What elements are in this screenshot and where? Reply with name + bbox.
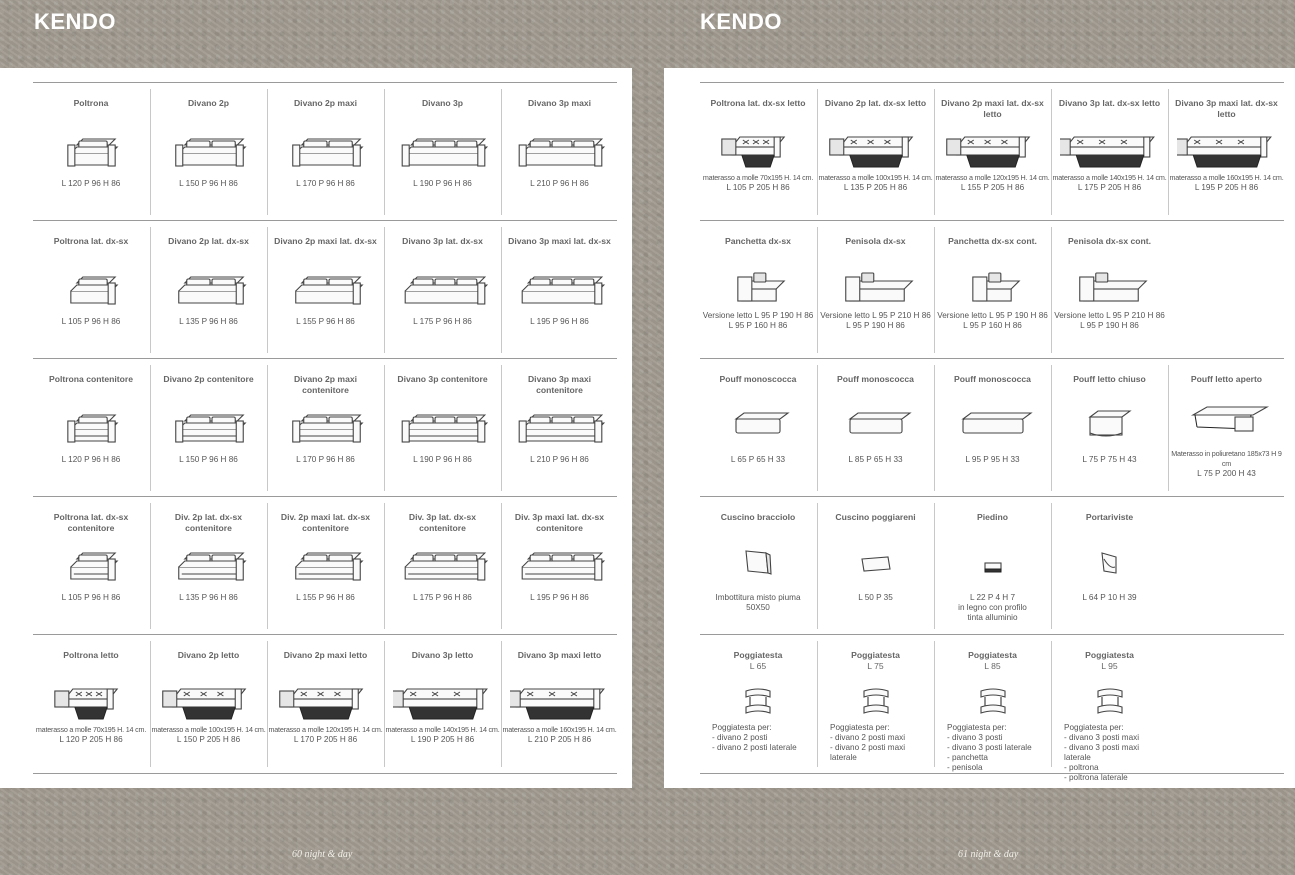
product-name: Poltrona letto: [63, 650, 119, 660]
bed-icon: [159, 677, 259, 727]
grid-row: [33, 496, 617, 635]
bed-version-note: Versione letto L 95 P 190 H 86: [937, 311, 1048, 320]
product-dimensions: L 155 P 96 H 86: [296, 317, 355, 326]
product-dimensions-block: [1052, 173, 1167, 193]
product-dimensions-block: [935, 455, 1050, 465]
chaise-icon: [826, 263, 926, 313]
product-dimensions-block: [818, 593, 933, 603]
product-dimensions-block: [1052, 455, 1167, 465]
product-name: Panchetta dx-sx: [725, 236, 791, 246]
product-name: Divano 3p maxi lat. dx-sx letto: [1175, 98, 1278, 119]
product-name: Divano 3p lat. dx-sx: [402, 236, 483, 246]
bed-icon: [510, 677, 610, 727]
product-cell-div-3p-lat-dx-sx-contenitore: [384, 503, 500, 629]
product-cell-divano-2p-maxi-lat-dx-sx: [267, 227, 383, 353]
product-cell-div-3p-maxi-lat-dx-sx-contenitore: [501, 503, 617, 629]
mattress-note: materasso a molle 160x195 H. 14 cm.: [502, 725, 617, 734]
product-name: Div. 2p lat. dx-sx contenitore: [174, 512, 243, 533]
compatibility-list: Poggiatesta per: - divano 3 posti maxi - divano 3 posti maxi laterale - poltrona - poltrona laterale: [1064, 723, 1140, 782]
product-dimensions: L 190 P 96 H 86: [413, 455, 472, 464]
side-icon: [510, 263, 610, 313]
cont-icon: [510, 401, 610, 451]
product-cell-divano-2p-letto: [150, 641, 266, 767]
compatibility-list: Poggiatesta per: - divano 3 posti - divano 3 posti laterale - panchetta - penisola: [947, 723, 1032, 772]
product-name: Cuscino poggiareni: [835, 512, 916, 522]
product-dimensions-block: [151, 317, 266, 327]
mag-icon: [1060, 539, 1160, 589]
product-cell-divano-2p-lat-dx-sx-letto: [817, 89, 933, 215]
product-cell-panchetta-dx-sx: [700, 227, 816, 353]
product-name: Divano 2p letto: [177, 650, 240, 660]
mattress-note: Materasso in poliuretano 185x73 H 9 cm: [1171, 449, 1282, 468]
sofa-icon: [41, 125, 141, 175]
product-dimensions: L 175 P 205 H 86: [1077, 183, 1142, 192]
product-dimensions: Imbottitura misto piuma 50X50: [715, 593, 801, 612]
product-cell-poltrona-letto: [33, 641, 149, 767]
product-dimensions-block: [385, 725, 500, 745]
grid-row: [33, 358, 617, 497]
product-cell-divano-2p-maxi-letto: [267, 641, 383, 767]
product-dimensions-block: [33, 593, 149, 603]
page-title-left: KENDO: [34, 9, 116, 34]
footer-right: 61 night & day: [958, 849, 1019, 860]
product-dimensions: L 135 P 96 H 86: [179, 317, 238, 326]
product-dimensions: L 150 P 96 H 86: [179, 455, 238, 464]
bed-icon: [826, 125, 926, 175]
product-name: Piedino: [976, 512, 1009, 522]
head-icon: [826, 677, 926, 727]
grid-row: [33, 82, 617, 221]
product-dimensions-block: [502, 317, 617, 327]
mattress-note: materasso a molle 160x195 H. 14 cm.: [1169, 173, 1284, 182]
compatibility-list: Poggiatesta per: - divano 2 posti - divano 2 posti laterale: [712, 723, 797, 752]
product-dimensions: L 75 P 75 H 43: [1082, 455, 1137, 464]
product-cell-divano-3p-contenitore: [384, 365, 500, 491]
product-dimensions: L 135 P 205 H 86: [843, 183, 908, 192]
product-cell-pouff-letto-aperto: [1168, 365, 1284, 491]
product-name: Divano 3p maxi lat. dx-sx: [508, 236, 611, 246]
product-dimensions-block: [935, 311, 1050, 331]
product-dimensions-block: [268, 179, 383, 189]
product-cell-divano-3p-letto: [384, 641, 500, 767]
product-name: Portariviste: [1085, 512, 1134, 522]
sofa-icon: [510, 125, 610, 175]
product-name: Cuscino bracciolo: [720, 512, 796, 522]
head-icon: [1060, 677, 1160, 727]
footer-left: 60 night & day: [292, 849, 353, 860]
product-dimensions-block: [151, 725, 266, 745]
product-dimensions: L 22 P 4 H 7 in legno con profilo tinta alluminio: [958, 593, 1027, 622]
product-dimensions: L 50 P 35: [858, 593, 893, 602]
product-name: Penisola dx-sx cont.: [1067, 236, 1152, 246]
product-dimensions-block: [1169, 173, 1284, 193]
product-dimensions-block: [151, 593, 266, 603]
side-icon: [393, 263, 493, 313]
side-icon: [276, 263, 376, 313]
product-dimensions: L 210 P 96 H 86: [530, 179, 589, 188]
sofa-icon: [276, 125, 376, 175]
product-name: Divano 3p contenitore: [397, 374, 488, 384]
product-name: Divano 2p maxi lat. dx-sx: [274, 236, 377, 246]
product-dimensions-block: [268, 455, 383, 465]
product-dimensions: L 175 P 96 H 86: [413, 593, 472, 602]
product-dimensions: L 65 P 65 H 33: [730, 455, 786, 464]
product-dimensions-block: [1052, 311, 1167, 331]
product-dimensions-block: [385, 593, 500, 603]
product-dimensions: L 150 P 205 H 86: [176, 735, 241, 744]
product-name: Divano 2p maxi letto: [283, 650, 368, 660]
product-cell-poggiatesta: [1051, 641, 1167, 782]
product-dimensions-block: [700, 455, 816, 465]
product-name: Divano 3p lat. dx-sx letto: [1058, 98, 1161, 108]
product-cell-poggiatesta: [817, 641, 933, 767]
poufbed-icon: [1060, 401, 1160, 451]
product-name: Divano 2p maxi: [293, 98, 358, 108]
bed-version-note: Versione letto L 95 P 210 H 86: [820, 311, 931, 320]
product-name: Divano 3p: [421, 98, 464, 108]
grid-row: [700, 220, 1284, 359]
product-dimensions: L 175 P 96 H 86: [413, 317, 472, 326]
bed-version-note: Versione letto L 95 P 190 H 86: [702, 311, 814, 320]
mattress-note: materasso a molle 120x195 H. 14 cm.: [268, 725, 383, 734]
product-dimensions-block: [818, 173, 933, 193]
product-dimensions: L 195 P 96 H 86: [530, 317, 589, 326]
product-size: L 65: [749, 661, 767, 671]
bed-icon: [708, 125, 808, 175]
product-name: Pouff monoscocca: [719, 374, 797, 384]
product-cell-divano-3p-maxi-contenitore: [501, 365, 617, 491]
cushion-icon: [708, 539, 808, 589]
product-name: Divano 2p: [187, 98, 230, 108]
grid-row: [33, 634, 617, 774]
product-name: Poggiatesta: [1085, 650, 1134, 660]
product-dimensions-block: [33, 317, 149, 327]
grid-row: [700, 496, 1284, 635]
product-cell-divano-3p-maxi: [501, 89, 617, 215]
product-cell-cuscino-bracciolo: [700, 503, 816, 629]
left-page: [0, 68, 632, 788]
product-dimensions-block: [818, 455, 933, 465]
product-name: Div. 3p maxi lat. dx-sx contenitore: [514, 512, 605, 533]
product-dimensions: L 95 P 95 H 33: [965, 455, 1020, 464]
product-cell-pouff-monoscocca: [817, 365, 933, 491]
sofa-icon: [159, 125, 259, 175]
bed-version-note: Versione letto L 95 P 210 H 86: [1054, 311, 1165, 320]
product-dimensions-block: [502, 455, 617, 465]
product-dimensions: L 190 P 96 H 86: [413, 179, 472, 188]
product-cell-pouff-monoscocca: [934, 365, 1050, 491]
product-dimensions: L 155 P 96 H 86: [296, 593, 355, 602]
product-cell-divano-3p-maxi-lat-dx-sx-letto: [1168, 89, 1284, 215]
product-name: Divano 2p maxi contenitore: [293, 374, 358, 395]
product-cell-divano-2p-contenitore: [150, 365, 266, 491]
product-dimensions-block: [268, 725, 383, 745]
grid-row: [33, 220, 617, 359]
product-cell-pouff-monoscocca: [700, 365, 816, 491]
product-cell-divano-2p: [150, 89, 266, 215]
product-cell-portariviste: [1051, 503, 1167, 629]
product-cell-divano-3p-lat-dx-sx: [384, 227, 500, 353]
poufopen-icon: [1177, 401, 1277, 451]
product-dimensions-block: [700, 173, 816, 193]
product-dimensions-block: [502, 179, 617, 189]
product-dimensions-block: [385, 179, 500, 189]
product-name: Divano 2p lat. dx-sx letto: [824, 98, 927, 108]
product-name: Poggiatesta: [851, 650, 900, 660]
product-dimensions: L 105 P 96 H 86: [61, 317, 121, 326]
bed-icon: [41, 677, 141, 727]
product-dimensions-block: [502, 593, 617, 603]
product-cell-div-2p-maxi-lat-dx-sx-contenitore: [267, 503, 383, 629]
head-icon: [708, 677, 808, 727]
mattress-note: materasso a molle 70x195 H. 14 cm.: [702, 173, 814, 182]
bed-icon: [1060, 125, 1160, 175]
side-icon: [41, 263, 141, 313]
chaise-icon: [708, 263, 808, 313]
product-name: Poltrona contenitore: [48, 374, 134, 384]
mattress-note: materasso a molle 140x195 H. 14 cm.: [385, 725, 500, 734]
sidecont-icon: [393, 539, 493, 589]
product-dimensions-block: [385, 317, 500, 327]
product-name: Poggiatesta: [968, 650, 1017, 660]
product-dimensions-block: [1052, 593, 1167, 603]
product-cell-poltrona-lat-dx-sx-contenitore: [33, 503, 149, 629]
product-dimensions: L 190 P 205 H 86: [410, 735, 475, 744]
product-dimensions-block: [268, 317, 383, 327]
page-title-right: KENDO: [700, 9, 782, 34]
product-dimensions: L 105 P 96 H 86: [61, 593, 121, 602]
product-cell-divano-2p-maxi-contenitore: [267, 365, 383, 491]
product-name: Poltrona lat. dx-sx: [53, 236, 129, 246]
mattress-note: materasso a molle 120x195 H. 14 cm.: [935, 173, 1050, 182]
grid-row: [700, 634, 1284, 782]
product-cell-poltrona-lat-dx-sx: [33, 227, 149, 353]
sofa-icon: [393, 125, 493, 175]
product-name: Divano 3p maxi contenitore: [527, 374, 592, 395]
product-dimensions: L 170 P 96 H 86: [296, 455, 355, 464]
product-name: Div. 2p maxi lat. dx-sx contenitore: [280, 512, 371, 533]
product-dimensions: L 150 P 96 H 86: [179, 179, 238, 188]
cont-icon: [41, 401, 141, 451]
product-dimensions-block: [151, 455, 266, 465]
product-name: Poltrona lat. dx-sx letto: [710, 98, 806, 108]
cont-icon: [159, 401, 259, 451]
product-dimensions: L 120 P 96 H 86: [61, 455, 121, 464]
bed-icon: [393, 677, 493, 727]
product-dimensions-block: [935, 593, 1050, 623]
pillow-icon: [826, 539, 926, 589]
product-dimensions-block: [33, 179, 149, 189]
product-cell-divano-3p-maxi-lat-dx-sx: [501, 227, 617, 353]
chaise-icon: [943, 263, 1043, 313]
product-size: L 95: [1101, 661, 1118, 671]
product-cell-poggiatesta: [700, 641, 816, 767]
sidecont-icon: [159, 539, 259, 589]
cont-icon: [393, 401, 493, 451]
mattress-note: materasso a molle 100x195 H. 14 cm.: [151, 725, 266, 734]
product-dimensions: L 195 P 96 H 86: [530, 593, 589, 602]
product-name: Divano 3p maxi: [527, 98, 592, 108]
product-cell-penisola-dx-sx: [817, 227, 933, 353]
product-dimensions-block: [818, 311, 933, 331]
product-dimensions: L 95 P 160 H 86: [728, 321, 788, 330]
product-dimensions-block: [502, 725, 617, 745]
product-name: Poggiatesta: [733, 650, 783, 660]
pouf-icon: [708, 401, 808, 451]
product-cell-panchetta-dx-sx-cont: [934, 227, 1050, 353]
bed-icon: [1177, 125, 1277, 175]
chaise-icon: [1060, 263, 1160, 313]
right-page: [664, 68, 1295, 788]
product-dimensions-block: [935, 173, 1050, 193]
side-icon: [159, 263, 259, 313]
product-name: Pouff letto aperto: [1190, 374, 1263, 384]
cont-icon: [276, 401, 376, 451]
product-cell-pouff-letto-chiuso: [1051, 365, 1167, 491]
product-dimensions-block: [700, 593, 816, 613]
pouf-icon: [826, 401, 926, 451]
product-dimensions: L 170 P 205 H 86: [293, 735, 358, 744]
product-cell-divano-2p-maxi-lat-dx-sx-letto: [934, 89, 1050, 215]
product-dimensions: L 75 P 200 H 43: [1197, 469, 1256, 478]
product-name: Divano 2p contenitore: [163, 374, 254, 384]
sidecont-icon: [510, 539, 610, 589]
product-dimensions-block: [151, 179, 266, 189]
product-dimensions-block: [33, 725, 149, 745]
foot-icon: [943, 539, 1043, 589]
product-dimensions: L 155 P 205 H 86: [960, 183, 1025, 192]
product-cell-divano-3p-maxi-letto: [501, 641, 617, 767]
bed-icon: [943, 125, 1043, 175]
product-name: Divano 2p maxi lat. dx-sx letto: [941, 98, 1044, 119]
product-cell-divano-3p: [384, 89, 500, 215]
product-cell-div-2p-lat-dx-sx-contenitore: [150, 503, 266, 629]
product-name: Divano 2p lat. dx-sx: [168, 236, 249, 246]
product-dimensions: L 105 P 205 H 86: [726, 183, 790, 192]
product-name: Poltrona: [73, 98, 109, 108]
product-dimensions-block: [700, 311, 816, 331]
product-name: Poltrona lat. dx-sx contenitore: [53, 512, 129, 533]
bed-icon: [276, 677, 376, 727]
product-dimensions-block: [1169, 449, 1284, 479]
product-dimensions: L 95 P 190 H 86: [846, 321, 905, 330]
product-cell-poltrona-contenitore: [33, 365, 149, 491]
product-dimensions: L 210 P 96 H 86: [530, 455, 589, 464]
product-name: Divano 3p letto: [411, 650, 474, 660]
product-cell-penisola-dx-sx-cont: [1051, 227, 1167, 353]
product-dimensions-block: [385, 455, 500, 465]
grid-row: [700, 82, 1284, 221]
product-dimensions: L 120 P 205 H 86: [59, 735, 123, 744]
product-dimensions: L 120 P 96 H 86: [61, 179, 121, 188]
mattress-note: materasso a molle 140x195 H. 14 cm.: [1052, 173, 1167, 182]
product-cell-cuscino-poggiareni: [817, 503, 933, 629]
product-name: Pouff monoscocca: [837, 374, 914, 384]
product-dimensions: L 95 P 190 H 86: [1080, 321, 1139, 330]
grid-row: [700, 358, 1284, 497]
product-dimensions-block: [33, 455, 149, 465]
product-cell-divano-2p-maxi: [267, 89, 383, 215]
product-name: Pouff letto chiuso: [1073, 374, 1146, 384]
product-cell-poltrona: [33, 89, 149, 215]
product-dimensions-block: [268, 593, 383, 603]
product-cell-poltrona-lat-dx-sx-letto: [700, 89, 816, 215]
product-dimensions: L 85 P 65 H 33: [848, 455, 903, 464]
product-cell-divano-2p-lat-dx-sx: [150, 227, 266, 353]
product-cell-divano-3p-lat-dx-sx-letto: [1051, 89, 1167, 215]
product-size: L 75: [867, 661, 884, 671]
product-cell-piedino: [934, 503, 1050, 629]
product-dimensions: L 210 P 205 H 86: [527, 735, 592, 744]
pouf-icon: [943, 401, 1043, 451]
product-name: Div. 3p lat. dx-sx contenitore: [408, 512, 477, 533]
compatibility-list: Poggiatesta per: - divano 2 posti maxi - divano 2 posti maxi laterale: [830, 723, 906, 762]
mattress-note: materasso a molle 100x195 H. 14 cm.: [818, 173, 933, 182]
product-dimensions: L 195 P 205 H 86: [1194, 183, 1259, 192]
mattress-note: materasso a molle 70x195 H. 14 cm.: [35, 725, 147, 734]
product-name: Pouff monoscocca: [954, 374, 1031, 384]
sidecont-icon: [41, 539, 141, 589]
product-dimensions: L 170 P 96 H 86: [296, 179, 355, 188]
product-dimensions: L 135 P 96 H 86: [179, 593, 238, 602]
product-size: L 85: [984, 661, 1001, 671]
product-name: Penisola dx-sx: [845, 236, 906, 246]
sidecont-icon: [276, 539, 376, 589]
product-dimensions: L 64 P 10 H 39: [1082, 593, 1137, 602]
head-icon: [943, 677, 1043, 727]
product-dimensions: L 95 P 160 H 86: [963, 321, 1022, 330]
product-name: Panchetta dx-sx cont.: [948, 236, 1037, 246]
product-name: Divano 3p maxi letto: [517, 650, 602, 660]
product-cell-poggiatesta: [934, 641, 1050, 772]
